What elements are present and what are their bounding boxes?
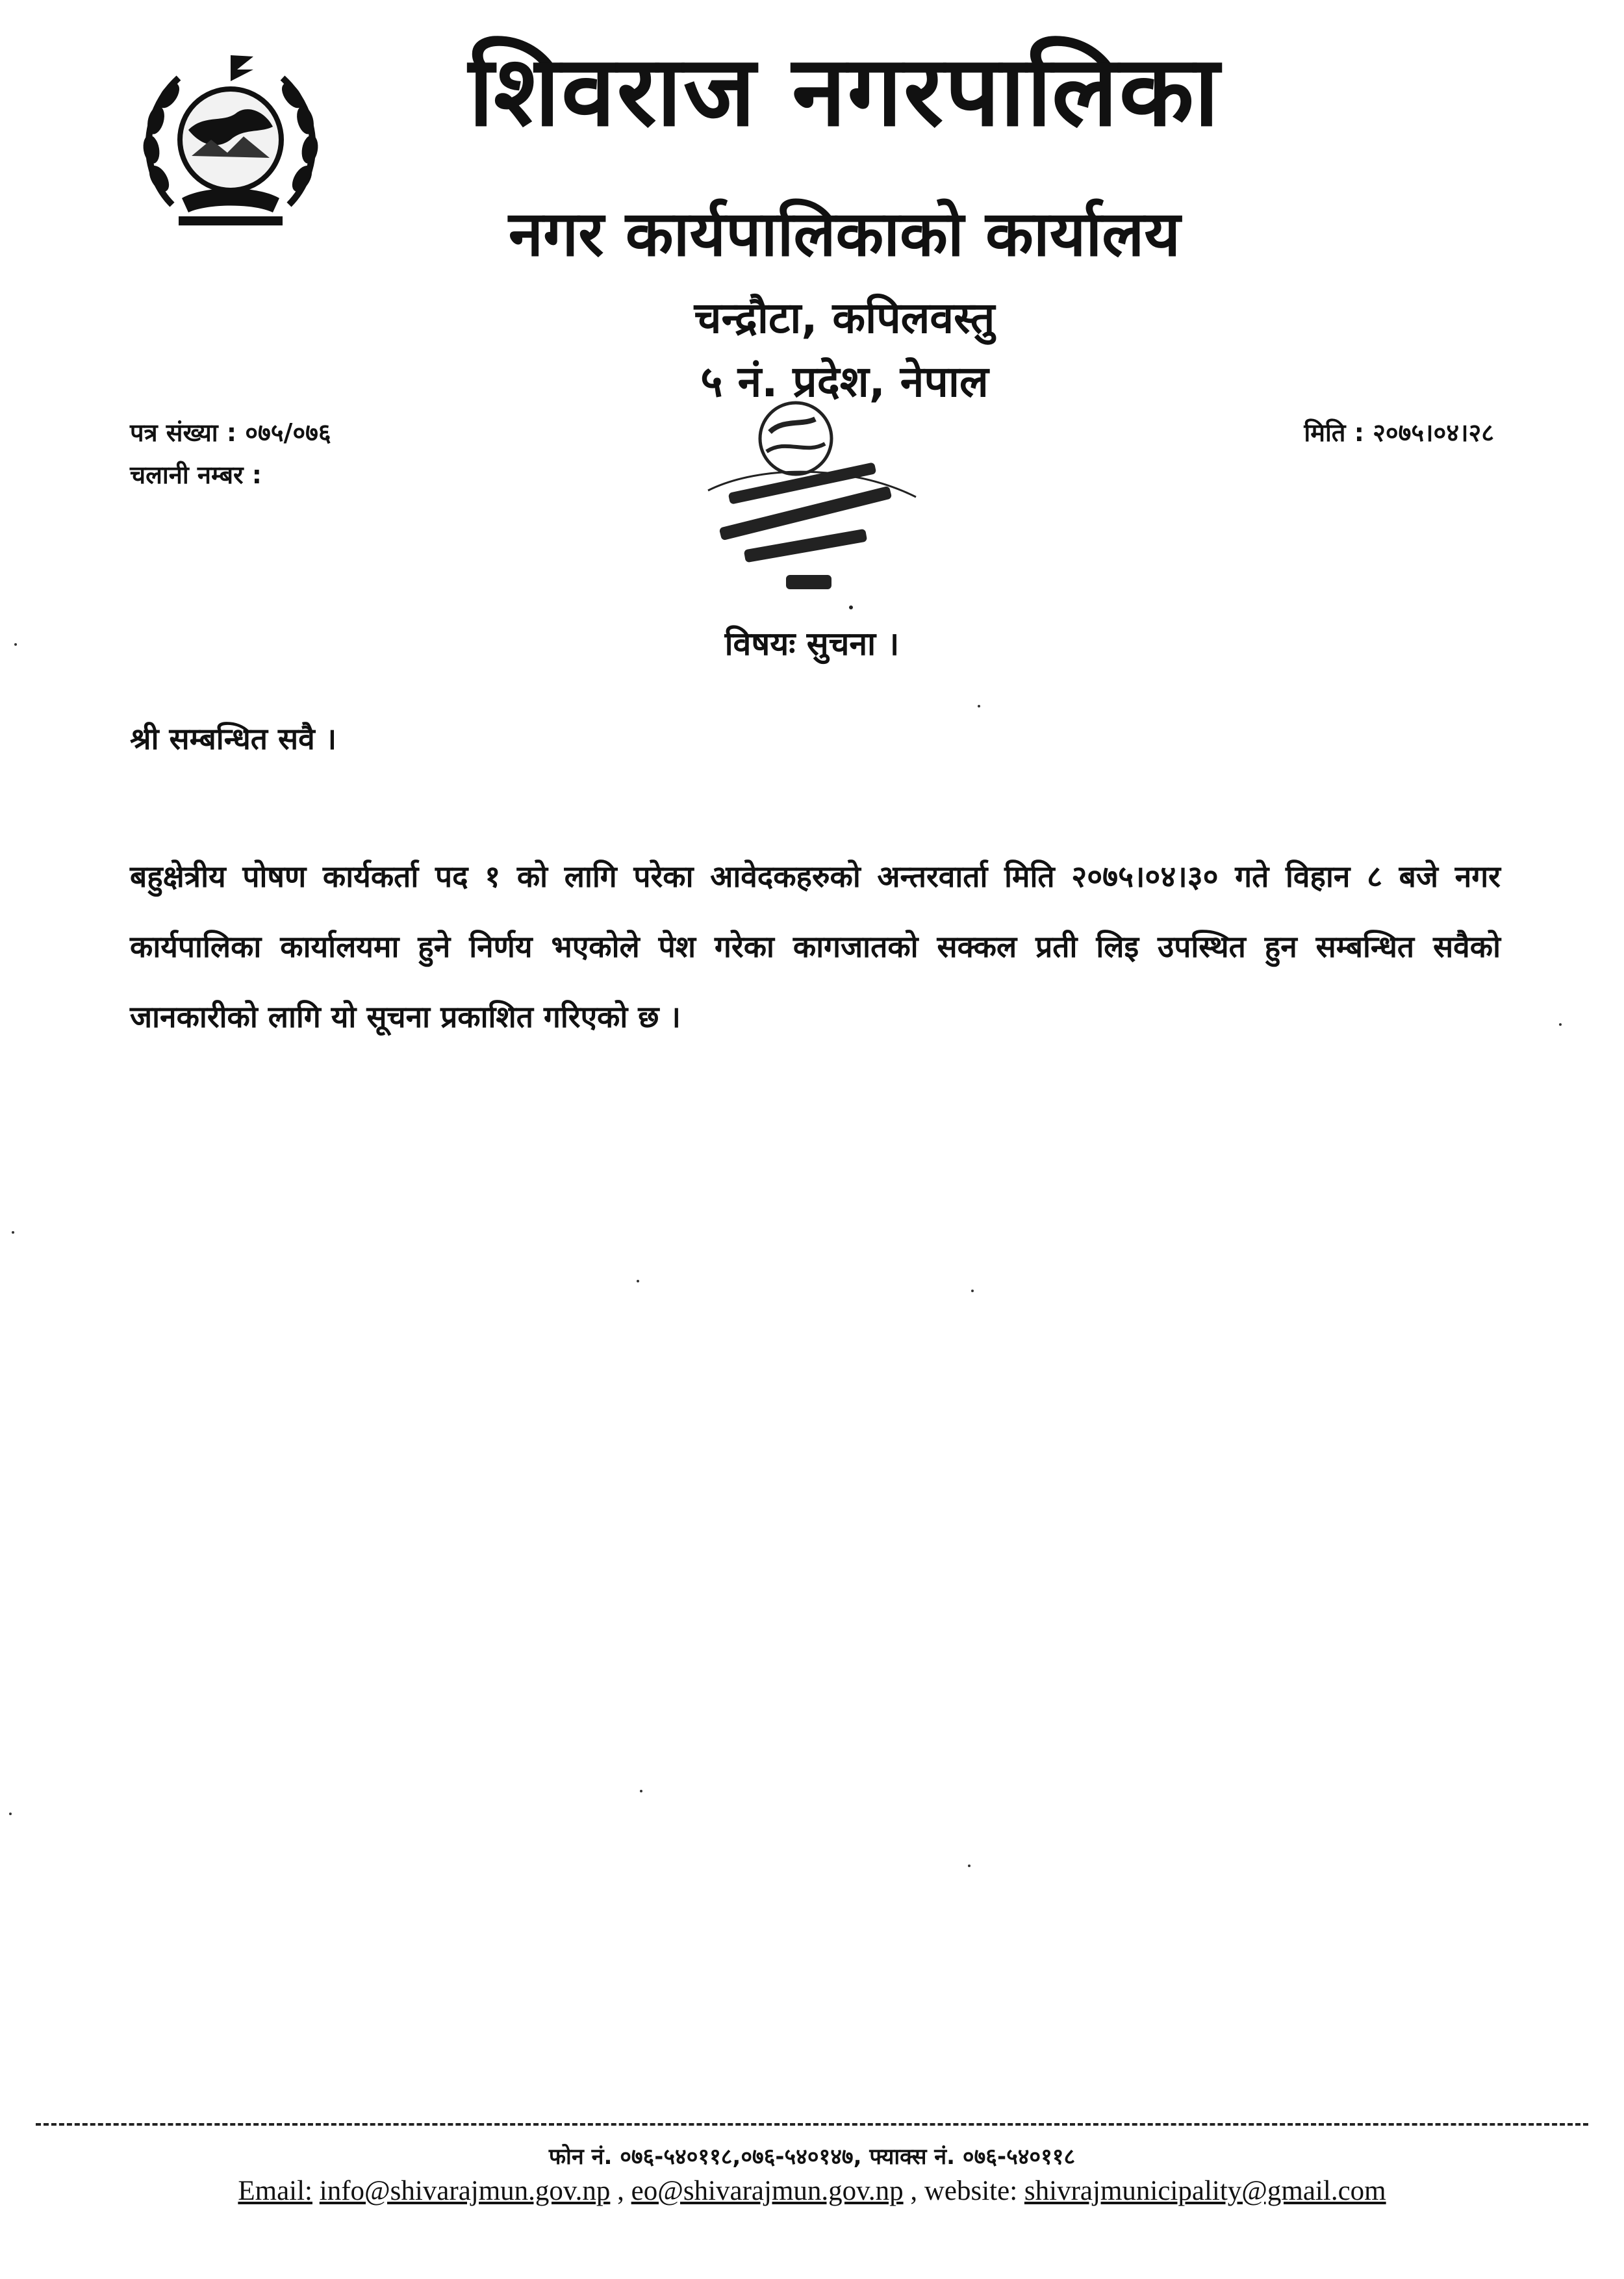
scan-speck [640,1790,642,1792]
province-line: ५ नं. प्रदेश, नेपाल [700,357,989,407]
footer-phone-fax: फोन नं. ०७६-५४०११८,०७६-५४०१४७, फ्याक्स नं. ०७६-५४०११८ [548,2144,1076,2170]
footer-website-link[interactable]: shivrajmunicipality@gmail.com [1024,2176,1386,2206]
footer-website-label: , website: [910,2176,1018,2206]
office-seal-stamp-icon [682,393,935,627]
office-name: नगर कार्यपालिकाको कार्यालय [508,197,1181,270]
letter-subject: विषयः सुचना । [724,625,900,663]
footer-divider [36,2123,1588,2126]
footer-separator: , [617,2176,624,2206]
scan-speck [971,1290,974,1292]
scan-speck [9,1813,12,1815]
footer-email-info[interactable]: info@shivarajmun.gov.np [319,2176,611,2206]
dispatch-number: चलानी नम्बर : [130,461,262,489]
office-address: चन्द्रौटा, कपिलवस्तु [694,293,995,343]
scan-speck [1559,1023,1562,1026]
scan-speck [14,643,17,646]
municipality-name: शिवराज नगरपालिका [468,35,1221,148]
notice-body: बहुक्षेत्रीय पोषण कार्यकर्ता पद १ को लागि परेका आवेदकहरुको अन्तरवार्ता मिति २०७५।०४।३० गते विहान ८ बजे नगर कार्यपालिका कार्यालयमा हुने निर्णय भएकोले पेश गरेका कागजातको सक्कल प्रती लिइ उपस्थित हुन सम्बन्धित सवैको जानकारीको लागि यो सूचना प्रकाशित गरिएको छ । [130,859,1501,1034]
letter-date: मिति : २०७५।०४।२८ [1304,418,1494,447]
scan-speck [12,1231,14,1234]
footer-contact [0,2175,1624,2207]
scan-speck [968,1865,971,1867]
scan-speck [978,705,980,707]
letter-number: पत्र संख्या : ०७५/०७६ [130,418,331,447]
nepal-coat-of-arms-icon [133,42,328,237]
footer-email-eo[interactable]: eo@shivarajmun.gov.np [631,2176,904,2206]
scan-speck [637,1280,639,1282]
footer-email-label: Email: [238,2176,312,2206]
salutation: श्री सम्बन्धित सवै । [130,721,337,756]
